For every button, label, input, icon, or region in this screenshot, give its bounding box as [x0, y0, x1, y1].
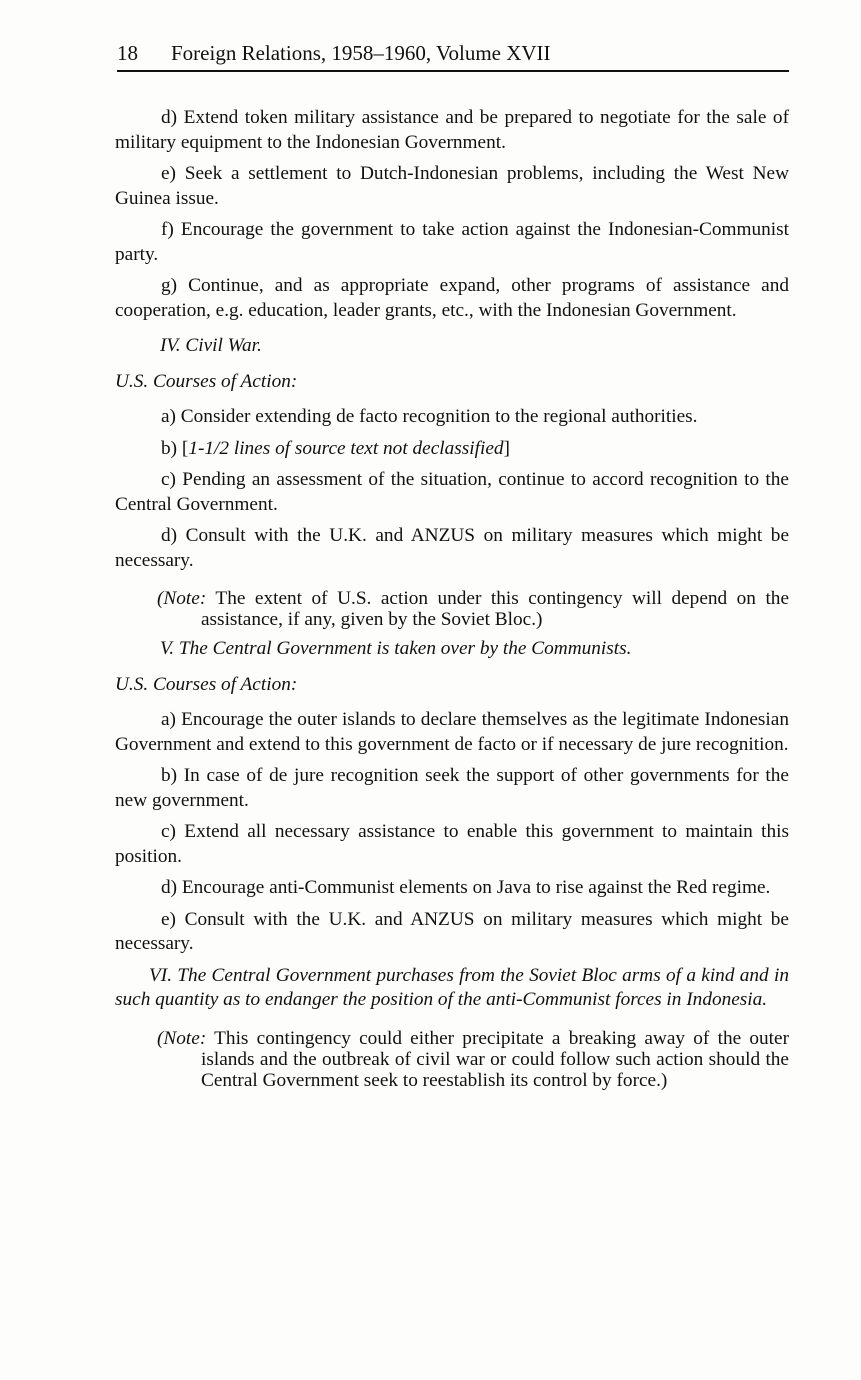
note-label: (Note: — [157, 588, 207, 609]
item-b-prefix: b) [ — [161, 437, 189, 459]
document-body — [115, 106, 789, 1091]
section-heading-v: V. The Central Government is taken over by the Communists. — [160, 638, 632, 659]
volume-title: Foreign Relations, 1958–1960, Volume XVII — [171, 41, 551, 65]
paragraph-item-d: d) Extend token military assistance and be prepared to negotiate for the sale of military equipment to the Indonesian Government. — [115, 107, 789, 153]
item-b-suffix: ] — [503, 437, 510, 459]
note-text: This contingency could either precipitate a breaking away of the outer islands and the outbreak of civil war or could follow such action should the Central Government seek to reestablish its control by force.) — [201, 1027, 789, 1091]
courses-of-action-heading: U.S. Courses of Action: — [115, 673, 298, 695]
paragraph-item-d: d) Consult with the U.K. and ANZUS on military measures which might be necessary. — [115, 525, 789, 571]
section-heading-iv: IV. Civil War. — [160, 335, 262, 356]
paragraph-item-a: a) Consider extending de facto recognition to the regional authorities. — [161, 406, 698, 427]
paragraph-item-c: c) Pending an assessment of the situation, continue to accord recognition to the Central Government. — [115, 469, 789, 515]
paragraph-item-e: e) Seek a settlement to Dutch-Indonesian problems, including the West New Guinea issue. — [115, 163, 789, 209]
note-label: (Note: — [157, 1027, 207, 1049]
paragraph-item-c: c) Extend all necessary assistance to enable this government to maintain this position. — [115, 821, 789, 867]
paragraph-item-b — [115, 437, 789, 462]
paragraph-item-a: a) Encourage the outer islands to declare themselves as the legitimate Indonesian Government and extend to this government de facto or if necessary de jure recognition. — [115, 709, 789, 755]
note-paragraph — [115, 588, 789, 630]
note-paragraph — [115, 1028, 789, 1091]
paragraph-item-b: b) In case of de jure recognition seek the support of other governments for the new government. — [115, 765, 789, 811]
undeclassified-notice: 1-1/2 lines of source text not declassified — [188, 437, 504, 459]
paragraph-item-f: f) Encourage the government to take action against the Indonesian-Communist party. — [115, 219, 789, 265]
paragraph-item-g: g) Continue, and as appropriate expand, other programs of assistance and cooperation, e.g. education, leader grants, etc., with the Indonesian Government. — [115, 275, 789, 321]
paragraph-item-d: d) Encourage anti-Communist elements on Java to rise against the Red regime. — [161, 877, 771, 898]
note-text: The extent of U.S. action under this contingency will depend on the assistance, if any, given by the Soviet Bloc.) — [201, 588, 789, 630]
page-number: 18 — [117, 41, 138, 65]
courses-of-action-heading: U.S. Courses of Action: — [115, 370, 298, 392]
section-heading-vi: VI. The Central Government purchases from the Soviet Bloc arms of a kind and in such quantity as to endanger the position of the anti-Communist forces in Indonesia. — [115, 964, 789, 1010]
paragraph-item-e: e) Consult with the U.K. and ANZUS on military measures which might be necessary. — [115, 908, 789, 954]
running-header — [117, 38, 789, 72]
